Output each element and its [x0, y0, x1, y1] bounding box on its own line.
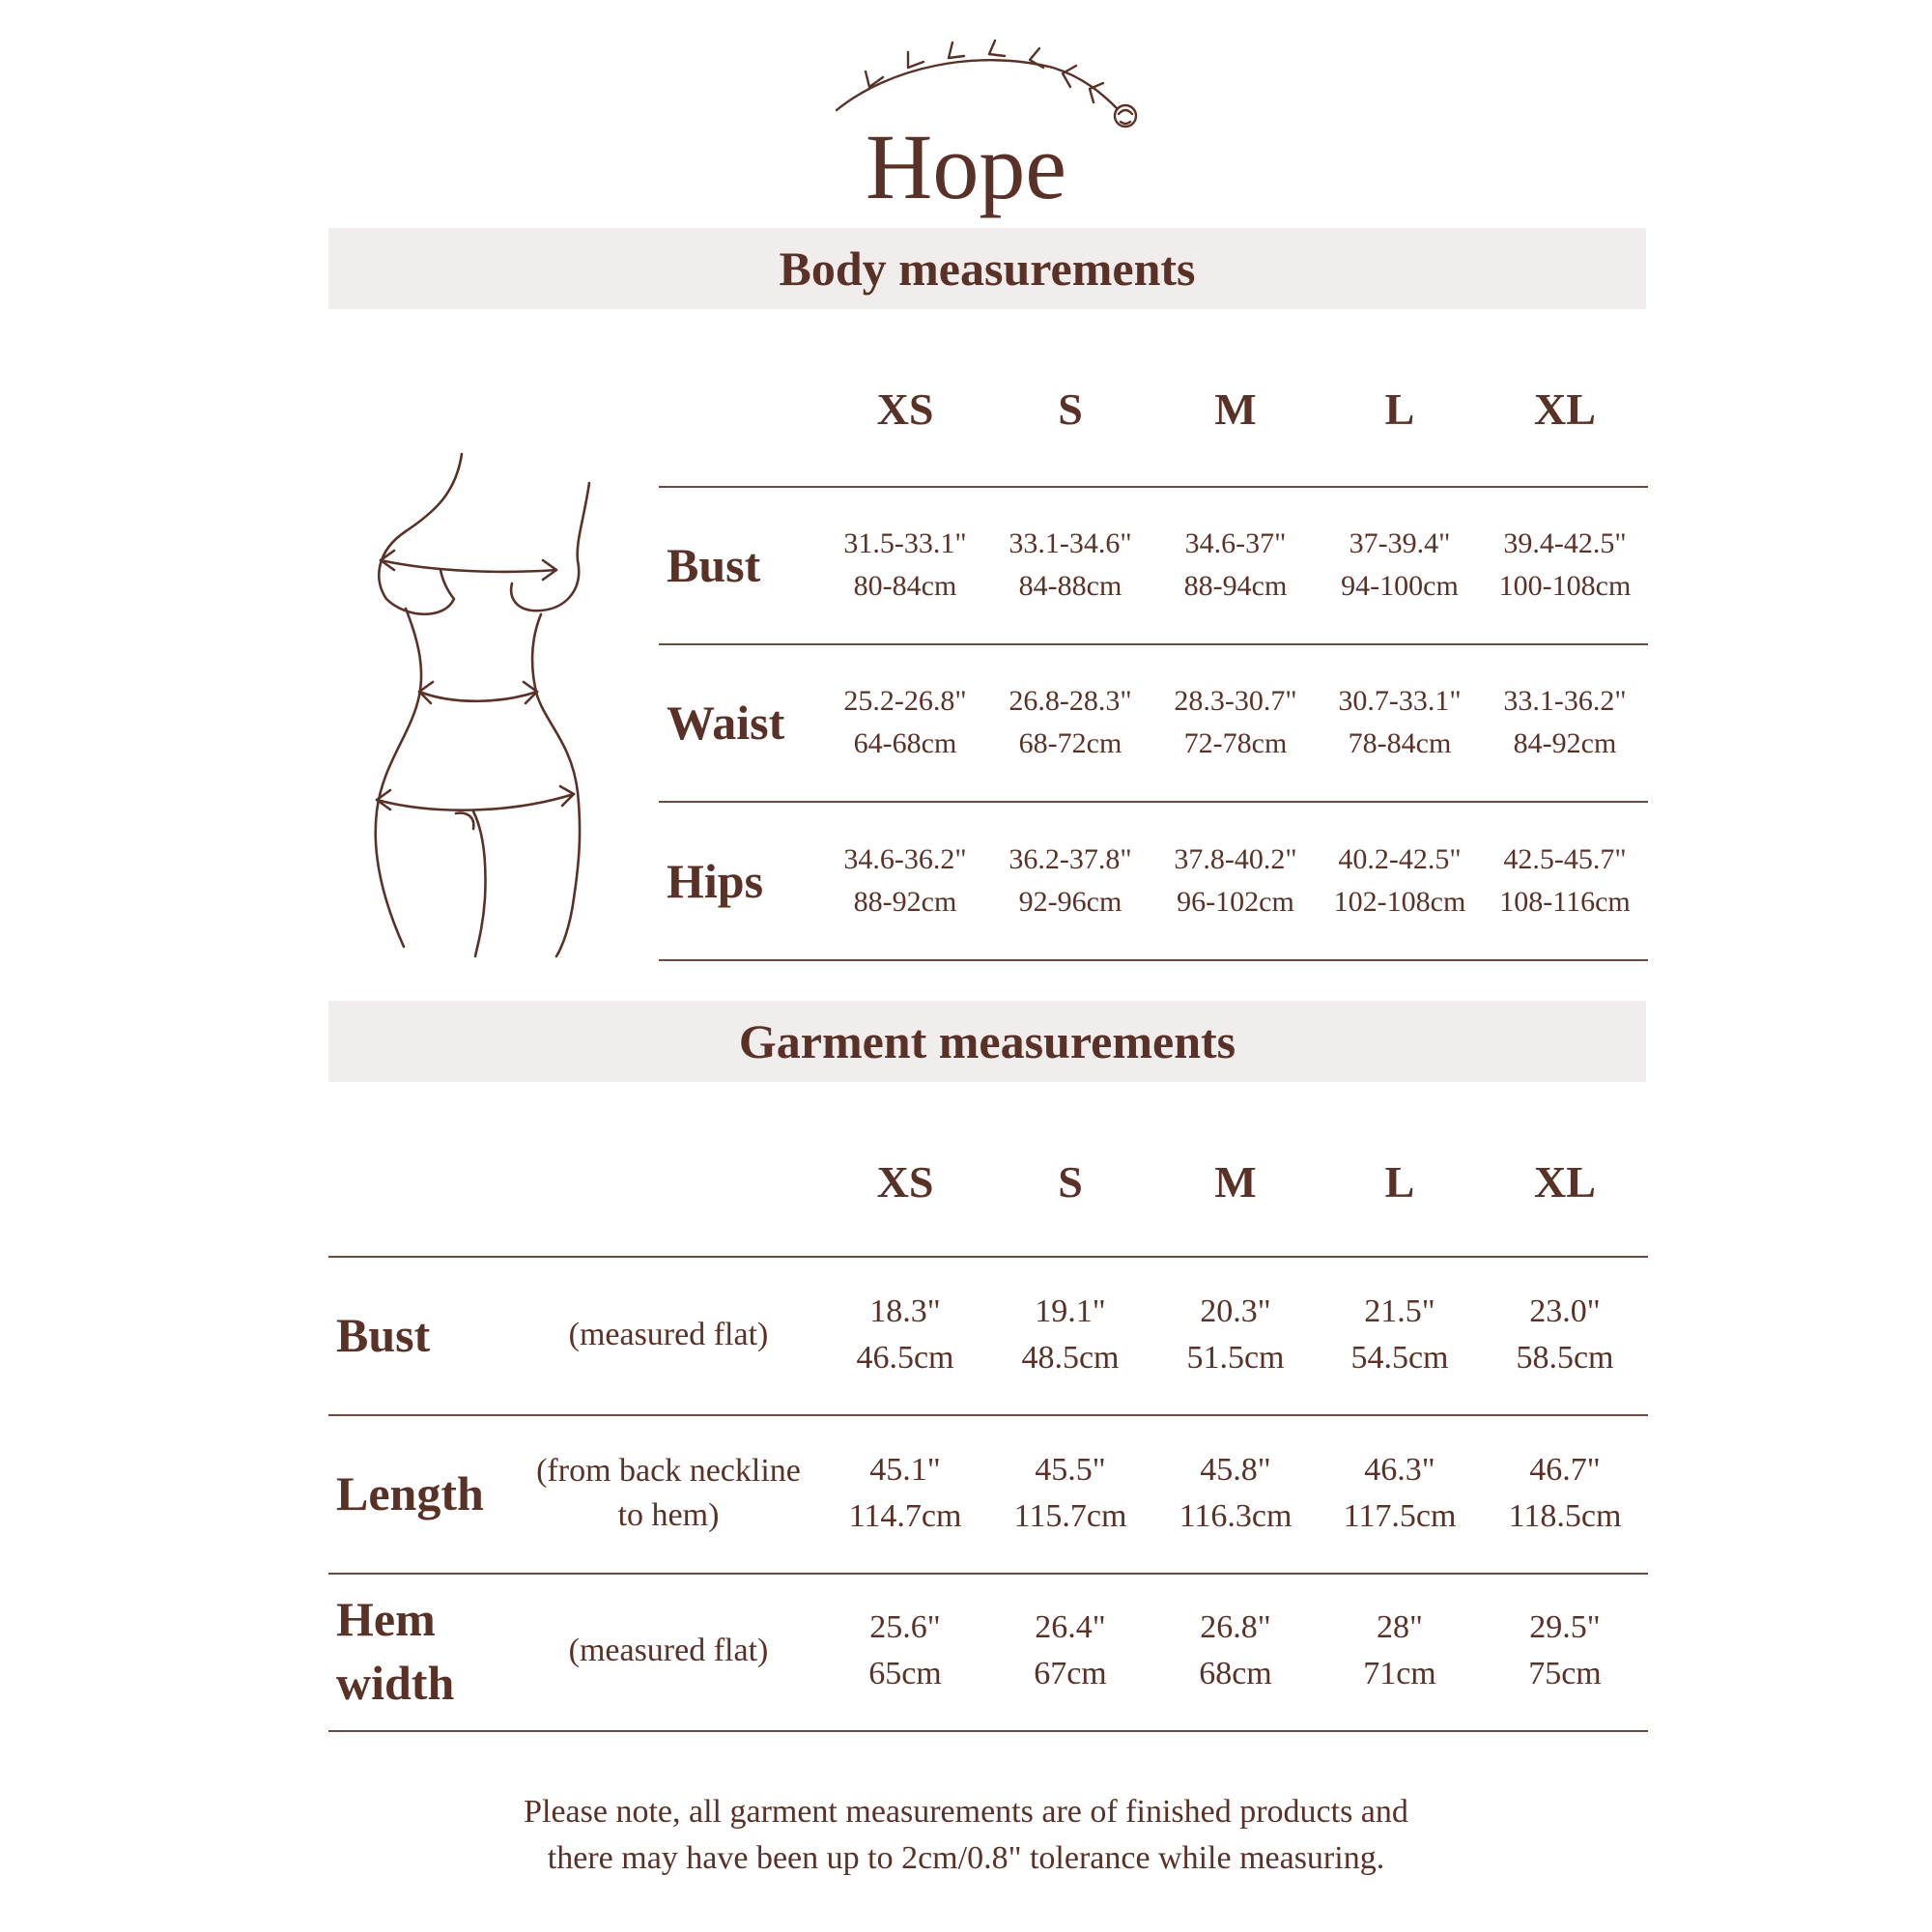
value-inches: 39.4-42.5"	[1503, 526, 1627, 559]
value-cm: 68-72cm	[1018, 726, 1122, 759]
value-inches: 19.1"	[1035, 1293, 1106, 1329]
size-header-xs: XS	[876, 1157, 934, 1207]
value-cm: 94-100cm	[1341, 569, 1459, 602]
value-cm: 67cm	[1034, 1656, 1107, 1691]
value-cm: 48.5cm	[1021, 1340, 1120, 1376]
row-note	[524, 1629, 813, 1673]
table-cell	[822, 680, 988, 765]
size-header-m: M	[1214, 384, 1257, 434]
size-header-l: L	[1384, 1157, 1415, 1207]
table-cell	[987, 1289, 1153, 1381]
value-inches: 28.3-30.7"	[1174, 684, 1297, 717]
row-label-waist: Waist	[667, 695, 785, 750]
value-cm: 65cm	[868, 1656, 942, 1691]
row-label-line: Length	[336, 1466, 484, 1520]
value-inches: 40.2-42.5"	[1338, 842, 1462, 875]
footnote-line-1: Please note, all garment measurements are of finished products and	[524, 1794, 1408, 1830]
size-header-l: L	[1384, 384, 1415, 434]
table-cell	[987, 838, 1153, 923]
table-cell	[1152, 1605, 1319, 1697]
table-cell	[822, 523, 988, 608]
row-note	[524, 1449, 813, 1538]
value-inches: 33.1-36.2"	[1503, 684, 1627, 717]
table-cell	[1482, 838, 1648, 923]
value-cm: 116.3cm	[1179, 1498, 1293, 1534]
footnote	[0, 1789, 1932, 1882]
table-cell	[1317, 680, 1483, 765]
value-cm: 117.5cm	[1343, 1498, 1457, 1534]
value-inches: 45.5"	[1035, 1452, 1106, 1488]
row-note	[524, 1313, 813, 1357]
value-cm: 115.7cm	[1013, 1498, 1127, 1534]
value-inches: 45.1"	[869, 1452, 941, 1488]
table-cell	[822, 1605, 988, 1697]
value-cm: 100-108cm	[1498, 569, 1632, 602]
table-rule	[328, 1730, 1648, 1732]
value-cm: 114.7cm	[848, 1498, 962, 1534]
size-header-xl: XL	[1534, 384, 1596, 434]
size-header-m: M	[1214, 1157, 1257, 1207]
value-cm: 46.5cm	[856, 1340, 954, 1376]
value-inches: 25.2-26.8"	[843, 684, 967, 717]
value-inches: 18.3"	[869, 1293, 941, 1329]
value-inches: 46.7"	[1529, 1452, 1601, 1488]
table-cell	[822, 838, 988, 923]
value-inches: 34.6-36.2"	[843, 842, 967, 875]
table-rule	[659, 801, 1648, 803]
table-cell	[1482, 1605, 1648, 1697]
value-inches: 34.6-37"	[1184, 526, 1287, 559]
table-rule	[328, 1573, 1648, 1575]
row-label-line: Bust	[336, 1308, 431, 1362]
table-cell	[1482, 1447, 1648, 1540]
value-inches: 25.6"	[869, 1609, 941, 1645]
value-cm: 75cm	[1528, 1656, 1602, 1691]
value-cm: 118.5cm	[1508, 1498, 1622, 1534]
table-cell	[1152, 1447, 1319, 1540]
table-cell	[1317, 523, 1483, 608]
table-cell	[987, 1605, 1153, 1697]
row-label-bust	[336, 1303, 430, 1367]
footnote-line-2: there may have been up to 2cm/0.8" tolerance while measuring.	[547, 1840, 1385, 1876]
value-inches: 42.5-45.7"	[1503, 842, 1627, 875]
table-cell	[1482, 523, 1648, 608]
value-inches: 45.8"	[1200, 1452, 1271, 1488]
value-cm: 51.5cm	[1186, 1340, 1285, 1376]
table-cell	[1152, 523, 1319, 608]
body-measurements-heading: Body measurements	[328, 228, 1646, 309]
value-inches: 26.8"	[1200, 1609, 1271, 1645]
size-header-xl: XL	[1534, 1157, 1596, 1207]
size-header-xs: XS	[876, 384, 934, 434]
value-cm: 96-102cm	[1177, 885, 1294, 918]
value-inches: 36.2-37.8"	[1009, 842, 1132, 875]
table-cell	[1152, 838, 1319, 923]
table-cell	[1317, 1289, 1483, 1381]
row-note-line: to hem)	[617, 1497, 720, 1533]
value-inches: 28"	[1377, 1609, 1423, 1645]
row-label-line: width	[336, 1656, 455, 1710]
value-cm: 80-84cm	[853, 569, 957, 602]
value-inches: 20.3"	[1200, 1293, 1271, 1329]
value-cm: 102-108cm	[1333, 885, 1466, 918]
row-label-length	[336, 1462, 484, 1525]
table-rule	[659, 486, 1648, 488]
table-cell	[987, 680, 1153, 765]
table-cell	[1482, 1289, 1648, 1381]
value-inches: 26.8-28.3"	[1009, 684, 1132, 717]
value-cm: 68cm	[1199, 1656, 1272, 1691]
value-inches: 37.8-40.2"	[1174, 842, 1297, 875]
value-cm: 84-92cm	[1513, 726, 1617, 759]
value-cm: 72-78cm	[1183, 726, 1288, 759]
value-cm: 88-92cm	[853, 885, 957, 918]
brand-title: Hope	[866, 115, 1066, 218]
table-cell	[1152, 1289, 1319, 1381]
garment-measurements-heading: Garment measurements	[328, 1001, 1646, 1082]
table-cell	[1317, 1447, 1483, 1540]
value-cm: 78-84cm	[1348, 726, 1452, 759]
table-cell	[1317, 1605, 1483, 1697]
body-outline-icon	[348, 444, 618, 966]
row-note-line: (measured flat)	[568, 1633, 769, 1668]
table-cell	[1152, 680, 1319, 765]
table-cell	[1317, 838, 1483, 923]
table-cell	[822, 1289, 988, 1381]
row-note-line: (from back neckline	[536, 1453, 801, 1489]
value-inches: 21.5"	[1364, 1293, 1435, 1329]
table-rule	[659, 959, 1648, 961]
value-cm: 108-116cm	[1499, 885, 1631, 918]
size-header-s: S	[1058, 1157, 1083, 1207]
value-inches: 23.0"	[1529, 1293, 1601, 1329]
row-label-hips: Hips	[667, 853, 764, 908]
value-inches: 30.7-33.1"	[1338, 684, 1462, 717]
value-inches: 26.4"	[1035, 1609, 1106, 1645]
value-cm: 58.5cm	[1516, 1340, 1614, 1376]
row-label-bust: Bust	[667, 537, 761, 592]
value-inches: 33.1-34.6"	[1009, 526, 1132, 559]
value-cm: 84-88cm	[1018, 569, 1122, 602]
value-inches: 37-39.4"	[1349, 526, 1451, 559]
value-inches: 29.5"	[1529, 1609, 1601, 1645]
table-rule	[328, 1256, 1648, 1258]
row-label-hem-width	[336, 1587, 454, 1715]
value-inches: 46.3"	[1364, 1452, 1435, 1488]
table-rule	[328, 1414, 1648, 1416]
table-cell	[1482, 680, 1648, 765]
row-label-line: Hem	[336, 1592, 436, 1646]
value-cm: 64-68cm	[853, 726, 957, 759]
value-inches: 31.5-33.1"	[843, 526, 967, 559]
value-cm: 92-96cm	[1018, 885, 1122, 918]
table-cell	[822, 1447, 988, 1540]
row-note-line: (measured flat)	[568, 1317, 769, 1352]
value-cm: 54.5cm	[1350, 1340, 1449, 1376]
size-header-s: S	[1058, 384, 1083, 434]
table-rule	[659, 643, 1648, 645]
value-cm: 71cm	[1363, 1656, 1436, 1691]
value-cm: 88-94cm	[1183, 569, 1288, 602]
table-cell	[987, 523, 1153, 608]
table-cell	[987, 1447, 1153, 1540]
